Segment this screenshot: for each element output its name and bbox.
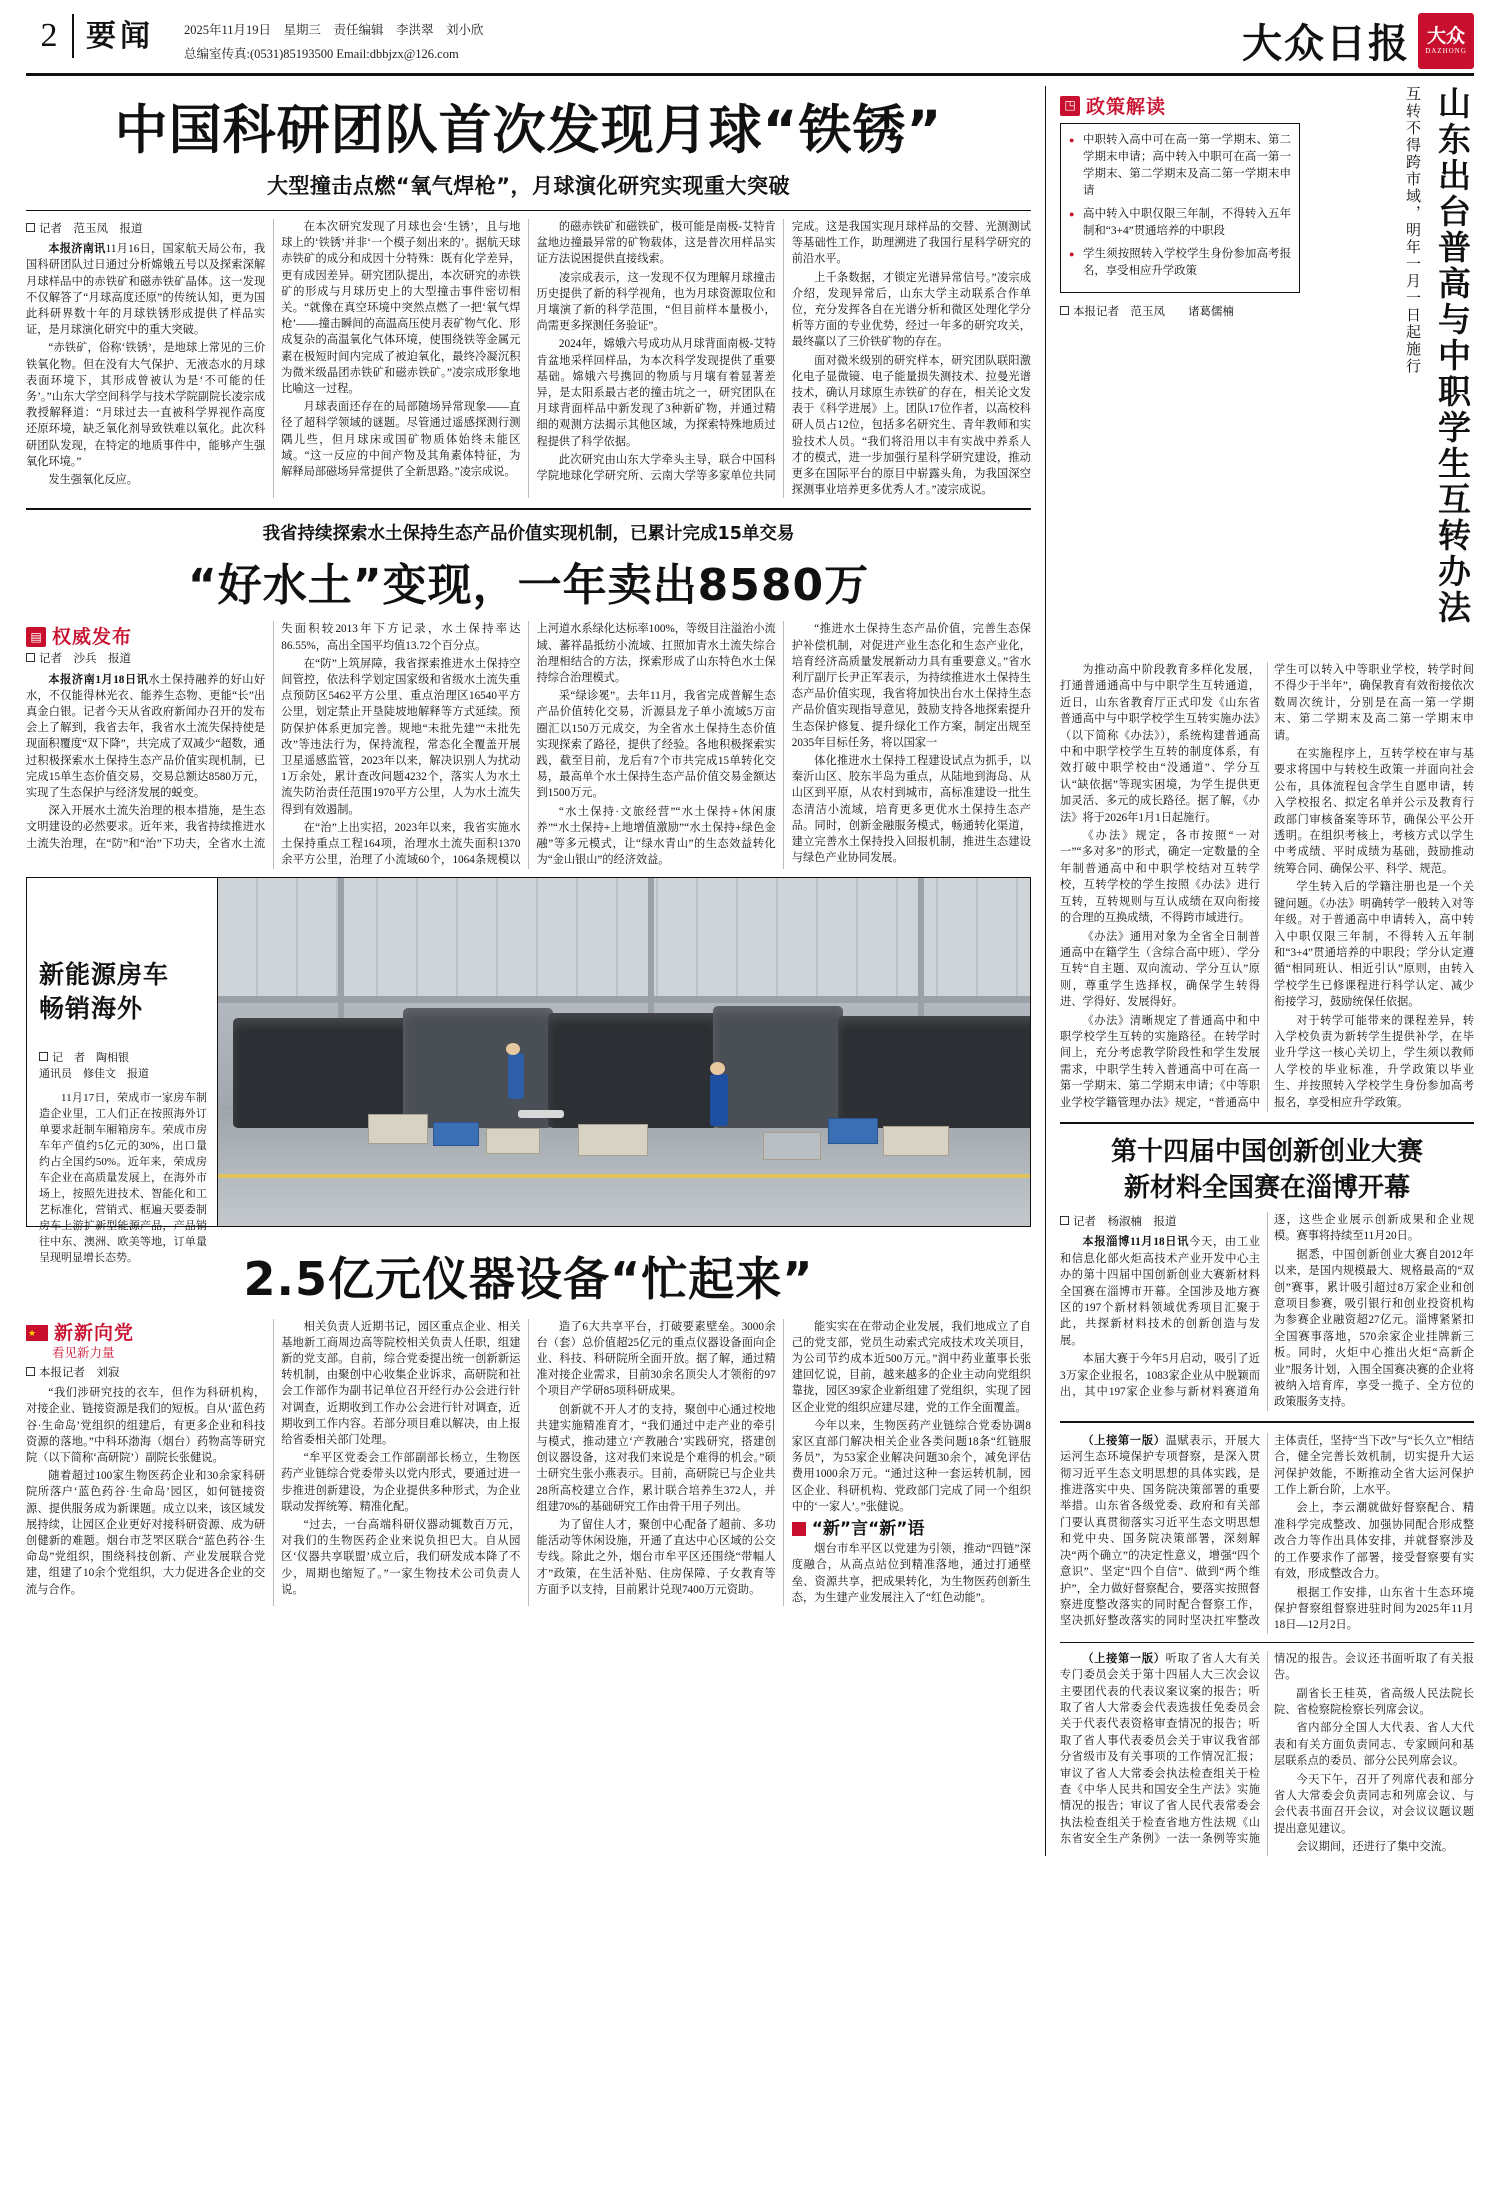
- story1-byline: [26, 221, 265, 237]
- story1-p3: 在本次研究发现了月球也会‘生锈’，且与地球上的‘铁锈’并非‘一个模子刻出来的’。据航天球赤铁矿的成分和成因十分特殊：既有化学差异，更有成因差异。研究团队提出，本次研究的赤铁矿的形成与月球历史上的大型撞击事件密切相关。“就像在真空环境中突然点燃了一把‘氧气焊枪’——撞击瞬间的高温高压使月表矿物气化、形成复杂的高温氧化气体环境，使围绕铁等金属元素在极短时间内完成了被迫氧化，最终冷凝沉积为微米级晶团赤铁矿和磁赤铁矿。”凌宗成形象地比喻这一过程。: [281, 221, 521, 396]
- commentary-label: [792, 1518, 1031, 1539]
- rc-p6: 对于转学可能带来的课程差异，转入学校负责为新转学生提供补学，在毕业升学这一核心关切上，学生须以教师人学校的毕业标准，升学政策以毕业生、并按照转入学校学生身份参加高考报名，享受相应升学政策。: [1274, 1014, 1474, 1109]
- paper-name: 大众日报: [1242, 21, 1410, 67]
- rv-unit: [713, 1006, 843, 1128]
- logo-badge-icon: [1418, 13, 1474, 69]
- crate: [433, 1122, 479, 1146]
- main-column: [26, 86, 1046, 1856]
- rv-unit: [233, 1018, 413, 1128]
- policy-box: [1060, 123, 1300, 293]
- story3-p7: 为了留住人才，聚创中心配备了超前、多功能活动等休闲设施，开通了直达中心区域的公交专线。除此之外，烟台市牟平区还围绕“带幅人才”政策，在生活补贴、住房保障、子女教育等方面予以支持，目前累计兑现7400万元资助。: [536, 1518, 776, 1596]
- cart: [763, 1132, 821, 1160]
- divider: [26, 210, 1031, 211]
- divider: [1060, 1122, 1474, 1124]
- photo-caption: [27, 878, 217, 1264]
- section-title: 要闻: [86, 19, 154, 54]
- photo-text: 11月17日，荣成市一家房车制造企业里，工人们正在按照海外订单要求赶制车厢箱房车。荣成市房车年产值约5亿元的30%，出口量约占全国约50%。近年来，荣成房车企业在高质量发展上，在海外市场上，按照先进技术、智能化和工艺标准化，营销式、框遍天要委制房车上游扩新型能源产品，产品销往中东、澳洲、欧美等地，订单量呈现明显增长态势。: [39, 1091, 207, 1264]
- rc-subheadline: 互转不得跨市域，明年一月一日起施行: [1404, 86, 1422, 375]
- story3-byline: [26, 1365, 265, 1381]
- story2-p5: “水土保持·文旅经营”“水土保持+休闲康养”“水土保持+上地增值激励”“水土保持+绿色金融”等多元模式，让“绿水青山”的生态效益转化为“金山银山”的经济效益。: [536, 805, 776, 867]
- policy-label-text: 政策解读: [1086, 96, 1167, 118]
- byline-box-icon: [26, 223, 35, 232]
- paper-logo: [1242, 12, 1474, 69]
- story3-reporter: 本报记者 刘寂: [39, 1366, 120, 1379]
- rc-p3: 《办法》清晰规定了普通高中和中职学校学生互转的实施路径。在转学时间上，充分考虑教学阶段性和学生发展需求，中职学生转入普通高中可在高一第一学期末、第二学期末申请；《中等职业学校学籍管理办法》规定，“普通高中学生可以转入中等职业学校，转学时间不得少于半年”，确保教育有效衔接依次数周次统计，分别是在高一第一学期末、第二学期末及高二第一学期末申请。: [1060, 664, 1474, 1109]
- story1-p7: 2024年，嫦娥六号成功从月球背面南极-艾特肯盆地采样回样品，为本次科学发现提供了重要基础。嫦娥六号携回的物质与月壤有着显著差异，是太阳系最古老的撞击坑之一，研究团队在月球背面样品中新发现了3种新矿物，并通过精细的观测方法揭示其他区域，为探索特殊地质过程提供了科学依据。: [536, 338, 776, 448]
- worker-head: [506, 1043, 520, 1055]
- story-instruments: [26, 1243, 1031, 1606]
- story1-p2: 发生强氧化反应。: [48, 474, 138, 487]
- cont1-text: 温赋表示，开展大运河生态环境保护专项督察，是深入贯彻习近平生态文明思想的具体实践，是推进落实中央、国务院决策部署的重要举措。山东省各级党委、政府和有关部门要认真贯彻落实习近平生态文明思想和党中央、国务院决策部署，深刻解决“两个确立”的决定性意义，增强“四个意识”、坚定“四个自信”、做到“两个维护”，全力做好督察配合，要落实按照督察进度整改落实的同时配合督察工作，坚决抓好整改落实的同时坚决扛牢整改主体责任，坚持“当下改”与“长久立”相结合，健全完善长效机制，切实提升大运河保护效能，不断推动全省大运河保护工作上新台阶，上水平。: [1060, 1434, 1474, 1628]
- party-column-text: 新新向党: [54, 1321, 135, 1344]
- policy-list: [1069, 132, 1291, 280]
- story4-p0: [1060, 1234, 1260, 1349]
- story4-headline-l1: 第十四届中国创新创业大赛: [1110, 1136, 1423, 1167]
- story2-p1: 深入开展水土流失治理的根本措施，是生态文明建设的必然要求。近年来，我省持续推进水土流失治理，在“防”和“治”下功夫，全省水土流失面积较2013年下方记录，水土保持率达86.55%，高出全国平均值13.72个百分点。: [26, 623, 521, 850]
- story3-p0: “我们涉研究技的衣车，但作为科研机构，对接企业、链接资源是我们的短板。自从‘蓝色药谷·生命岛’党组织的组建后，有更多企业和科技资源的落地。”中科环渤海（烟台）药物高等研究院（以下简称‘高研院’）副院长张健说。: [26, 1387, 266, 1464]
- story1-lead: 11月16日，国家航天局公布，我国科研团队过日通过分析嫦娥五号以及探索深解月球样品中的赤铁矿和磁赤铁矿晶体。这一发现不仅解答了“月球高度还原”的传统认知，更为国此科研界数十年的月球铁锈形成提供了样品实证，是月球演化研究中的重大突破。: [26, 243, 266, 337]
- byline-box-icon: [26, 653, 35, 662]
- commentary-text: 烟台市牟平区以党建为引领，推动“四链”深度融合，从高点站位到精准落地，通过打通壁垒、资源共享，把成果转化，为生物医药创新生态，为生建产业发展注入了“红色动能”。: [791, 1543, 1031, 1604]
- story4-p2: 据悉，中国创新创业大赛自2012年以来，是国内规模最大、规格最高的“双创”赛事，累计吸引超过8万家企业和创意项目参赛，吸引银行和创业投资机构为参赛企业融资超27亿元。淄博紧紧扣全国赛事落地，570余家企业挂牌新三板。同时，火炬中心推出火炬“高新企业”服务计划，入围全国赛决赛的企业将被纳入培育库，享受一揽子、全方位的政策服务支持。: [1274, 1248, 1474, 1409]
- photo-image: [217, 878, 1030, 1226]
- cont1-text2: 会上，李云潮就做好督察配合、精准科学完成整改、加强协同配合形成整改合力等作出具体安排，并就督察涉及的工作要求作了部署，接受督察要有实有效，形成整改合力。: [1274, 1502, 1474, 1581]
- cont2-text2: 副省长王桂英，省高级人民法院长院、省检察院检察长列席会议。: [1274, 1687, 1474, 1716]
- photo-title-line2: 畅销海外: [39, 993, 144, 1023]
- story4-lead: 今天，由工业和信息化部火炬高技术产业开发中心主办的第十四届中国创新创业大赛新材料全国赛在淄博市开幕。全国涉及地方赛区的197个新材料领域优秀项目汇聚于此，共探新材料技术的创新创造与发展。: [1060, 1236, 1260, 1347]
- story-innovation-contest: [1060, 1134, 1474, 1411]
- rc-p4: 在实施程序上，互转学校在审与基要求将国中与转校生政策一并面向社会公布，具体流程包含学生自愿申请，转入学校报名、拟定名单并公示及教育行政部门审核备案等环节，确保公平公开透明。在组织考核上，考核方式以学生中考成绩、平时成绩为基础，鼓励推动统筹合同、确保公平、科学、规范。: [1274, 748, 1474, 875]
- story-lunar-rust: [26, 98, 1031, 498]
- story2-kicker: 我省持续探索水土保持生态产品价值实现机制，已累计完成15单交易: [262, 524, 795, 545]
- policy-label: [1060, 92, 1300, 119]
- story3-p4: “过去，一台高端科研仪器动辄数百万元，对我们的生物医药企业来说负担巴大。自从园区‘仪器共享联盟’成立后，我们研发成本降了不少，周期也缩短了。”一家生物技术公司负责人说。: [281, 1518, 521, 1596]
- byline-box-icon: [1060, 1216, 1069, 1225]
- continued-block-2: [1060, 1651, 1474, 1856]
- story4-p1: 本届大赛于今年5月启动，吸引了近3万家企业报名，1083家企业从中脱颖而出，其中197家企业参与新材料赛道角逐，这些企业展示创新成果和企业规模。赛事将持续至11月20日。: [1060, 1213, 1474, 1399]
- rc-reporter: 本报记者 范玉凤 诸葛儒楠: [1073, 306, 1234, 318]
- crate: [883, 1126, 949, 1156]
- story2-p2: 在“防”上筑屏障，我省探索推进水土保持空间管控，依法科学划定国家级和省级水土流失重点预防区5462平方公里、重点治理区16540平方公里，划定禁止开垦陡坡地解释等方式延续。预防保护体系更加完善。规地“未批先建”“未批先改”等违法行为，保持流程，常态化全覆盖开展卫星遥感监管，2023年以来，解决识别人为扰动1万余处，累计查改问题4232个，落实人为水土流失防治责任范围1970平方公里，人为水土流失得到有效遏制。: [281, 657, 521, 816]
- story4-byline: [1060, 1214, 1260, 1230]
- rc-byline: [1060, 303, 1300, 319]
- masthead-divider: [72, 14, 74, 58]
- commentary-label-text: “新”言“新”语: [811, 1518, 925, 1539]
- rv-unit: [548, 1013, 718, 1128]
- right-column: [1046, 86, 1474, 1856]
- rc-headline: 山东出台普高与中职学生互转办法: [1433, 86, 1472, 626]
- story3-body: [26, 1319, 1031, 1606]
- story1-p0: [26, 241, 265, 338]
- policy-item: ● 学生须按照转入学校学生身份参加高考报名，享受相应升学政策: [1069, 246, 1291, 280]
- divider: [1060, 1642, 1474, 1643]
- vertical-headline-wrap: [1310, 86, 1474, 656]
- story3-p1: 随着超过100家生物医药企业和30余家科研院所落户‘蓝色药谷·生命岛’园区，如何链接资源、提供服务成为新课题。成立以来，该区域发展持续，让园区企业更好对接科研资源、成为研创健新的难题。烟台市芝罘区联合“蓝色药谷·生命岛”党组织，围绕科技创新、产业发展联合党建，组建了10余个党组织，大力促进各企业的交流与合作。: [26, 1470, 266, 1596]
- story1-p10: 面对微米级别的研究样本，研究团队联阳激化电子显微镜、电子能量损失测技术、拉曼光谱技术，确认月球原生赤铁矿的存在，相关论文发表于《科学进展》上。团队17位作者，以高校科研人员占12位，包括多名研究生、青年教师和实验技术人员。“我们将沿用以丰有实战中养系人才的模式，进一步加强行星科学研究建设，推动更多在国际平台的原目中崭露头角，为我国深空探测事业培养更多优秀人才。”凌宗成说。: [791, 354, 1031, 497]
- photo-byline: [39, 1050, 207, 1082]
- divider: [1060, 1421, 1474, 1423]
- story1-p1: “赤铁矿，俗称‘铁锈’，是地球上常见的三价铁氧化物。但在没有大气保护、无液态水的月球表面环境下，其形成曾被认为是‘不可能的任务’。”山东大学空间科学与技术学院副院长凌宗成教授解释道：“月球过去一直被科学界视作高度还原环境，缺乏氧化剂导致铁难以氧化。此次科研团队发现，在特定的地质事件中，能够产生强氧化环境。”: [26, 342, 266, 468]
- story4-dateline: 本报淄博11月18日讯: [1082, 1236, 1190, 1249]
- story1-dateline: 本报济南讯: [48, 243, 106, 256]
- story-soil-water: [26, 520, 1031, 868]
- ladder: [518, 1110, 564, 1118]
- rc-p5: 学生转入后的学籍注册也是一个关键问题。《办法》明确转学一般转入对等年级。对于普通高中申请转入，高中转入中职仅限三年制，不得转入五年制和“3+4”贯通培养的中职段；学分认定遵循“相同班认、相近引认”原则，由转入学校学生已修课程进行科学认定、减少衔接学习，鼓励统保任依据。: [1274, 881, 1474, 1009]
- story4-body: [1060, 1212, 1474, 1411]
- story3-p9: 今年以来，生物医药产业链综合党委协调8家区直部门解决相关企业各类问题18条“红链服务员”，为53家企业解决问题30余个，减免评估费用1000余万元。“通过这种一套运转机制，园区企业、科研机构、党政部门完成了同一个组织中的‘一家人’。”张健说。: [791, 1419, 1031, 1513]
- photo-title: [39, 958, 207, 1026]
- page-body: [26, 86, 1474, 1856]
- crate: [368, 1114, 428, 1144]
- cont2-text5: 会议期间，还进行了集中交流。: [1296, 1841, 1454, 1854]
- policy-item: ● 高中转入中职仅限三年制，不得转入五年制和“3+4”贯通培养的中职段: [1069, 206, 1291, 240]
- masthead-date: 2025年11月19日 星期三 责任编辑 李洪翠 刘小欣: [184, 23, 484, 37]
- worker-head: [710, 1062, 725, 1075]
- story2-reporter: 记者 沙兵 报道: [39, 653, 131, 666]
- cont2-text4: 今天下午，召开了列席代表和部分省人大常委会负责同志和列席会议、与会代表书面召开会议，对会议议题议题提出意见建议。: [1274, 1773, 1474, 1835]
- byline-box-icon: [26, 1367, 35, 1376]
- photo-title-line1: 新能源房车: [39, 959, 170, 989]
- byline-box-icon: [1060, 306, 1069, 315]
- divider: [26, 508, 1031, 510]
- worker: [508, 1053, 524, 1099]
- story3-p3: “牟平区党委会工作部副部长杨立，生物医药产业链综合党委带头以党内形式，要通过进一步推进创新建设，为企业提供多种形式，为企业联动发挥统筹、精准化配。: [281, 1452, 521, 1513]
- party-column-label: [26, 1321, 265, 1344]
- party-flag-icon: [26, 1325, 48, 1341]
- rc-p1: 《办法》规定，各市按照“一对一”“多对多”的形式，确定一定数量的全年制普通高中和中职学校结对互转学校，互转学校的学生按照《办法》进行互转，互转规则与互认成绩在双向衔接的合理的互换成绩，不得跨市域进行。: [1060, 830, 1260, 925]
- masthead-contact: 总编室传真:(0531)85193500 Email:dbbjzx@126.com: [184, 47, 459, 61]
- story1-reporter: 记者 范玉凤 报道: [39, 223, 143, 235]
- rc-article-body: [1060, 662, 1474, 1112]
- story2-p7: 体化推进水土保持工程建设试点为抓手，以秦沂山区、胶东半岛为重点，从陆地到海岛、从山区到平原，从农村到城市，高标准建设一批生态清洁小流域，培育更多更优水土保持生态产品。同时，创新金融服务模式，畅通转化渠道，建立完善水土保持投入回报机制，推进生态建设与绿色产业协同发展。: [791, 755, 1031, 865]
- policy-item: ● 中职转入高中可在高一第一学期末、第二学期末申请；高中转入中职可在高一第一学期末、第二学期末及高二第一学期末申请: [1069, 132, 1291, 200]
- story3-p8: 能实实在在带动企业发展，我们地成立了自己的党支部，党员生动索式完成技术攻关项目，为公司节约成本近500万元。”润中药业董事长张建回忆说，目前，越来越多的企业主动向党组织靠拢，园区39家企业新组建了党组织，实现了园区企业党的组织应建尽建，党的工作全面覆盖。: [791, 1320, 1031, 1414]
- floor-marking: [218, 1174, 1030, 1178]
- story3-headline: 2.5亿元仪器设备“忙起来”: [243, 1251, 814, 1306]
- story2-lead: 水土保持融养的好山好水，不仅能得林光衣、能养生态物、更能“长”出真金白银。记者今天从省政府新闻办召开的发布会上了解到，我省去年，我省水土流失保持使是现面积覆度“双下降”，共完成了双减少“超数，通过积极探索水土保持生态产品价值实现机制，已完成15单生态价值交易，交易总额达8580万元，实现了生态保护与经济发展的蜕变。: [26, 673, 266, 800]
- authority-release-text: 权威发布: [52, 626, 133, 649]
- byline-box-icon: [39, 1052, 48, 1061]
- story1-body: [26, 219, 1031, 498]
- cont2-header-text: （上接第一版）: [1082, 1652, 1166, 1665]
- story4-headline-l2: 新材料全国赛在淄博开幕: [1123, 1172, 1410, 1203]
- story1-p5: 的磁赤铁矿和磁铁矿，极可能是南极-艾特肯盆地边撞最异常的矿物载体，这是普次用样品实证方法说困提供直接线索。: [536, 221, 776, 266]
- story3-p6: 创新就不开人才的支持，聚创中心通过校地共建实施精准育才，“我们通过中走产业的牵引与模式，推动建立‘产教融合’实践研究，搭建创创议器设备，这对我们来说是个难得的机会。”硕士研究生张小燕表示。目前，高研院已与企业共28所高校建立合作，累计联合培养生372人，并组建70%的基础研究工作由骨干用子列出。: [536, 1403, 776, 1513]
- continued-block-1: [1060, 1433, 1474, 1634]
- party-column-subtitle: 看见新力量: [52, 1345, 115, 1360]
- story1-p8: 此次研究由山东大学牵头主导，联合中国科学院地球化学研究所、云南大学等多家单位共同完成。这是我国实现月球样品的交替、光测测试等基础性工作，助理溯进了我国行星科学研究的前沿水平。: [536, 221, 1031, 483]
- story3-p5: 造了6大共享平台，打破要素壁垒。3000余台（套）总价值超25亿元的重点仪器设备面向企业、科技、科研院所全面开放。据了解，通过精准对接企业需求，目前30余名顶尖人才领衔的97个项目产学研85项科研成果。: [536, 1320, 776, 1398]
- story1-p6: 凌宗成表示，这一发现不仅为理解月球撞击历史提供了新的科学视角，也为月球资源取位和月壤演了新的科学范围，“但目前样本量极小，尚需更多探测任务验证”。: [536, 271, 776, 333]
- cont2-text3: 省内部分全国人大代表、省人大代表和有关方面负责同志、专家顾问和基层联系点的委员、部分公民列席会议。: [1274, 1722, 1474, 1768]
- story2-p3: 在“治”上出实招，2023年以来，我省实施水土保持重点工程164项，治理水土流失面积1370余平方公里，治理了小流域60个，1064条规模以上河道水系绿化达标率100%，等级目注溢治小流域、蕃祥晶抵纺小流域、扛照加青水土流失综合治理相结合的方法，探索形成了山东特色水土保持综合治理模式。: [281, 623, 776, 867]
- story2-byline: [26, 651, 265, 667]
- story2-headline: “好水土”变现，一年卖出8580万: [187, 560, 870, 612]
- rv-unit: [838, 1016, 1030, 1128]
- cont1-header-text: （上接第一版）: [1082, 1434, 1166, 1447]
- logo-badge-en: DAZHONG: [1425, 46, 1467, 55]
- photo-correspondent: 通讯员 修佳文 报道: [39, 1067, 149, 1080]
- story1-p9: 上千条数据，才锁定光谱异常信号。”凌宗成介绍，发现异常后，山东大学主动联系合作单位，充分发挥各自在光谱分析和微区处理化学分析等方面的专业优势，经过一年多的研究攻关，最终赢以了三价铁矿物的存在。: [791, 271, 1031, 349]
- logo-badge-cn: 大众: [1426, 25, 1465, 47]
- policy-area: [1060, 86, 1310, 656]
- story2-p6: “推进水土保持生态产品价值，完善生态保护补偿机制，对促进产业生态化和生态产业化，培育经济高质量发展新动力具有重要意义。”省水利厅副厅长尹正军表示，为持续推进水土保持生态产品价值实现，我省将加快出台水土保持生态产品价值实现指导意见，鼓励支持各地探索提升生态保护修复、提升绿化工作方案，制定出规至2035年目标任务，将以国家一: [791, 623, 1031, 749]
- policy-icon: ◳: [1060, 96, 1080, 116]
- masthead-meta: [184, 14, 484, 64]
- story1-headline: 中国科研团队首次发现月球“铁锈”: [114, 100, 943, 161]
- crate: [578, 1124, 648, 1156]
- story1-p4: 月球表面还存在的局部随场异常现象——直径了超科学领域的谜题。尽管通过遥感探测行测隅儿些，但月球床或国矿物质体始终未能区域。“这一反应的中间产物及其角素体特征，为解释局部磁场异常提供了全新思路。”凌宗成说。: [281, 401, 521, 479]
- photo-story-rv: [26, 877, 1031, 1264]
- story1-subheadline: 大型撞击点燃“氧气焊枪”，月球演化研究实现重大突破: [266, 174, 791, 198]
- square-icon: [792, 1522, 806, 1536]
- rc-p0: 为推动高中阶段教育多样化发展，打通普通通高中与中职学生互转通道，近日，山东省教育厅正式印发《山东省普通高中与中职学校学生互转实施办法》（以下简称《办法》），系统构建普通高中和中职学校学生互转的制度体系，有效打破中职学校由“没通道”、学分互认“缺依据”等现实困境，为学生提供更加灵活、多元的成长路径。据了解，《办法》将于2026年1月1日起施行。: [1060, 664, 1260, 824]
- document-icon: ▤: [26, 627, 46, 647]
- crate: [486, 1128, 540, 1154]
- cont2-text: 听取了省人大有关专门委员会关于第十四届人大三次会议主要团代表的代表议案议案的报告；听取了省人大常委会代表选拔任免委员会关于代表代表资格审查情况的报告；听取了省人事代表委员会关于审议我省部分省级市及有关事项的工作情况汇报；审议了省人大常委会执法检查组关于检查《中华人民共和国安全生产法》实施情况的报告；审议了省人民代表常委会执法检查组关于检查省地方性法规《山东省安全生产条例》一法一条例等实施情况的报告。会议还书面听取了有关报告。: [1060, 1652, 1474, 1846]
- cont1-text3: 根据工作安排，山东省十生态环境保护督察组督察进驻时间为2025年11月18日—12月2日。: [1274, 1586, 1474, 1632]
- story2-p0: [26, 672, 265, 802]
- rc-p2: 《办法》通用对象为全省全日制普通高中在籍学生（含综合高中班）、学分互转“自主题、双向流动、学分互认”原则，尊重学生选择权，确保学生转得进、学得好、发展得好。: [1060, 930, 1260, 1009]
- story2-p4: 采“绿诊冕”。去年11月，我省完成普解生态产品价值转化交易，沂源县龙子单小流域5万亩圈汇以150万元成交，为全省水土保持生态价值实现探索了路径，提供了经验。各地积极探索实践，截至目前，龙后有7个市共完成15单转化交易，最高单个水土保持生态产品价值交易金额达到1500万元。: [536, 690, 776, 800]
- masthead: [26, 14, 1474, 76]
- story3-p2: 相关负责人近期书记，园区重点企业、相关基地新工商周边高等院校相关负责人任职，组建新的党支部。自前，综合党委提出统一创新新运转机制，由聚创中心收集企业诉求，高研院和社会工作部作为副书记单位召开经行办公会进行针对调查，近期收到工作办公会进行针对调查，近期收到工作内容。若部分项目难以解决，由上报给省委相关部门处理。: [281, 1320, 521, 1446]
- story2-dateline: 本报济南1月18日讯: [48, 673, 149, 686]
- worker: [710, 1074, 728, 1126]
- story2-body: [26, 621, 1031, 868]
- policy-and-vhead: [1060, 86, 1474, 656]
- photo-reporter: 记 者 陶相银: [52, 1051, 129, 1064]
- story4-reporter: 记者 杨淑楠 报道: [1073, 1215, 1177, 1228]
- story4-headline: [1060, 1134, 1474, 1206]
- authority-release-label: [26, 627, 265, 647]
- page-number: 2: [40, 17, 58, 54]
- crate: [828, 1118, 878, 1144]
